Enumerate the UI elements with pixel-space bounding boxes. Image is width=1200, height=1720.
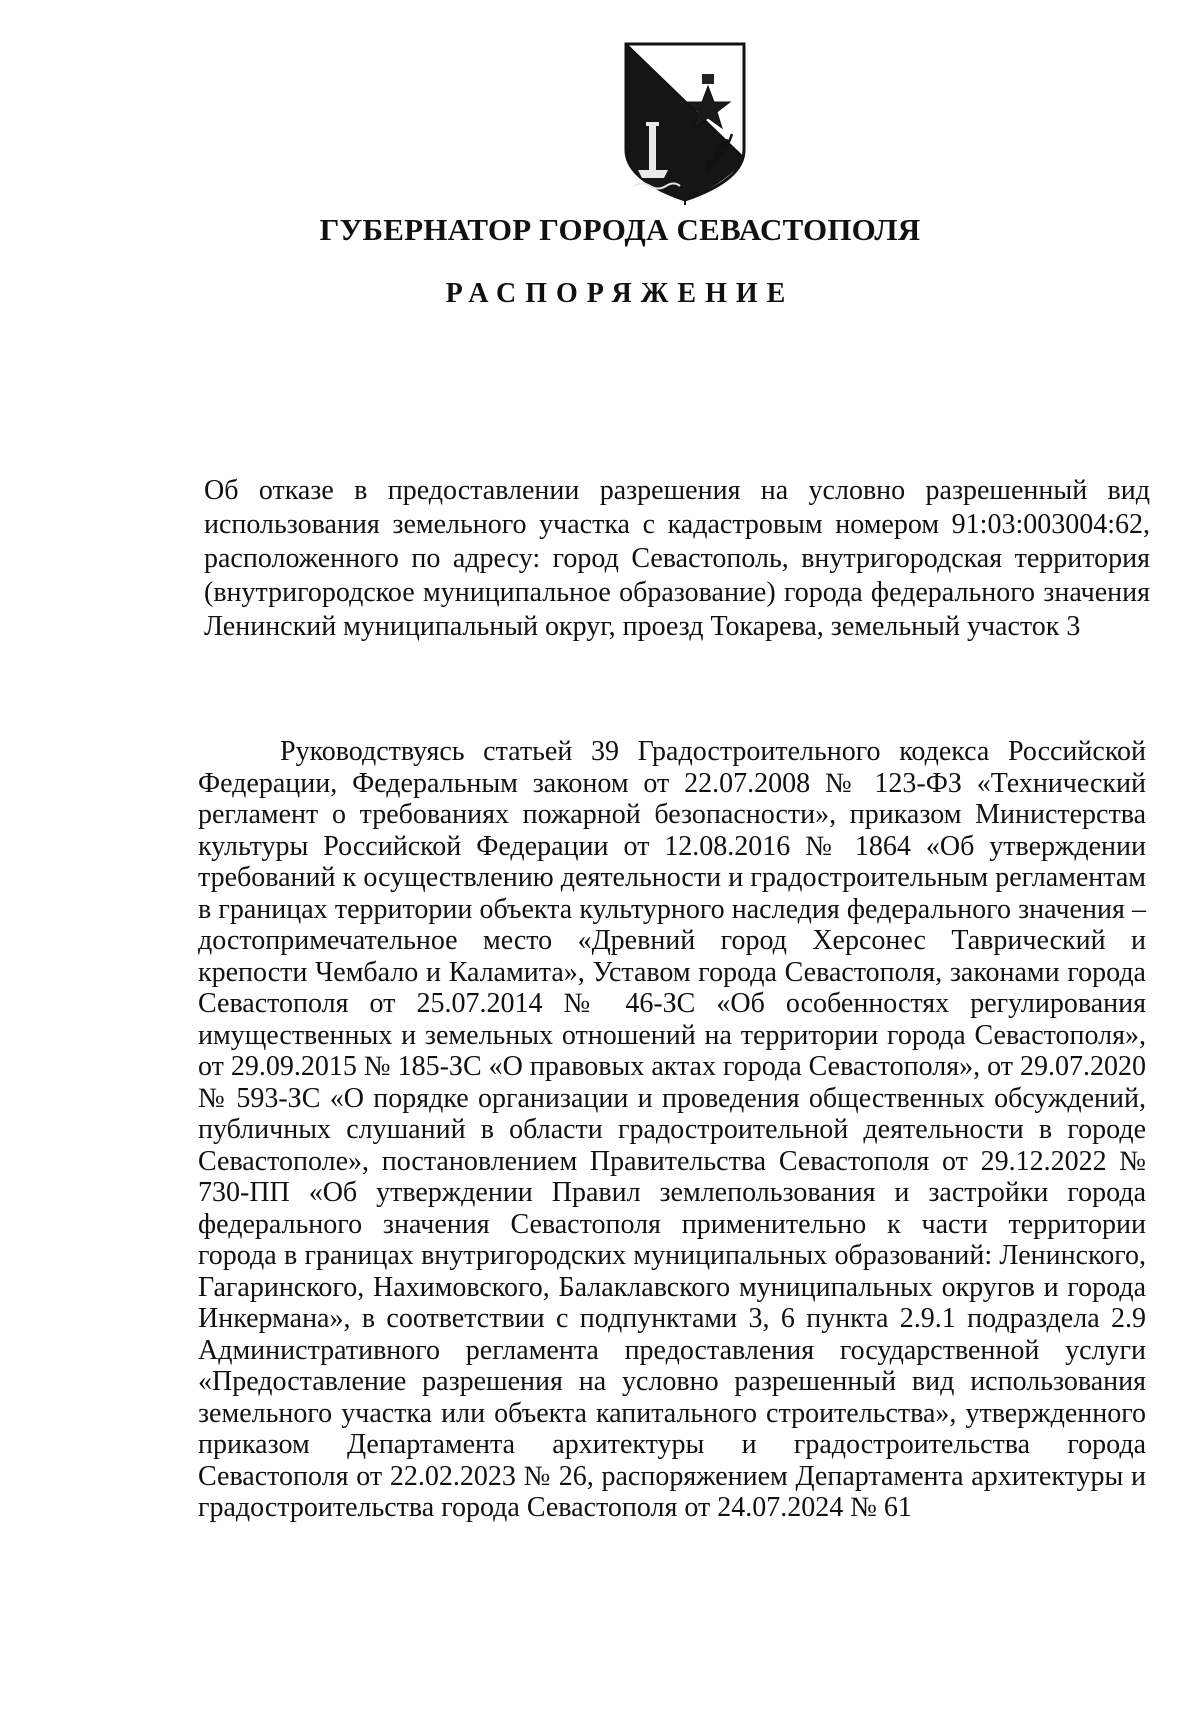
document-body-paragraph: Руководствуясь статьей 39 Градостроительного кодекса Российской Федерации, Федеральным законом от 22.07.2008 № 123-ФЗ «Технический регламент о требованиях пожарной безопасности», приказом Министерства культуры Российской Федерации от 12.08.2016 № 1864 «Об утверждении требований к осуществлению деятельности и градостроительным регламентам в границах территории объекта культурного наследия федерального значения – достопримечательное место «Древний город Херсонес Таврический и крепости Чембало и Каламита», Уставом города Севастополя, законами города Севастополя от 25.07.2014 № 46-ЗС «Об особенностях регулирования имущественных и земельных отношений на территории города Севастополя», от 29.09.2015 № 185-ЗС «О правовых актах города Севастополя», от 29.07.2020 № 593-ЗС «О порядке организации и проведения общественных обсуждений, публичных слушаний в области градостроительной деятельности в городе Севастополе», постановлением Правительства Севастополя от 29.12.2022 № 730-ПП «Об утверждении Правил землепользования и застройки города федерального значения Севастополя применительно к части территории города в границах внутригородских муниципальных образований: Ленинского, Гагаринского, Нахимовского, Балаклавского муниципальных округов и города Инкермана», в соответствии с подпунктами 3, 6 пункта 2.9.1 подраздела 2.9 Административного регламента предоставления государственной услуги «Предоставление разрешения на условно разрешенный вид использования земельного участка или объекта капитального строительства», утвержденного приказом Департамента архитектуры и градостроительства города Севастополя от 22.02.2023 № 26, распоряжением Департамента архитектуры и градостроительства города Севастополя от 24.07.2024 № 61: [198, 736, 1146, 1523]
sevastopol-coat-of-arms-icon: [620, 40, 750, 205]
document-subject: Об отказе в предоставлении разрешения на условно разрешенный вид использования земельного участка с кадастровым номером 91:03:003004:62, расположенного по адресу: город Севастополь, внутригородская территория (внутригородское муниципальное образование) города федерального значения Ленинский муниципальный округ, проезд Токарева, земельный участок 3: [204, 475, 1150, 642]
issuing-authority-title: ГУБЕРНАТОР ГОРОДА СЕВАСТОПОЛЯ: [319, 212, 921, 247]
document-type-heading: РАСПОРЯЖЕНИЕ: [445, 278, 795, 309]
